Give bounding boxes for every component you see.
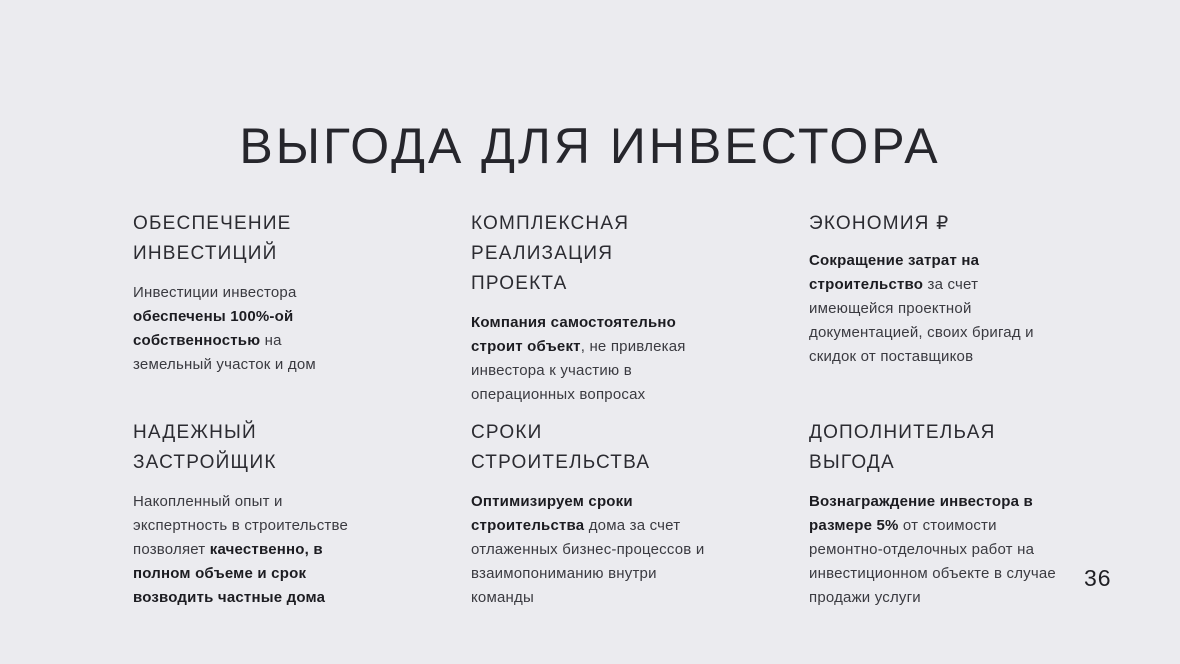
card-text-bold: Сокращение затрат на строительство — [809, 252, 980, 293]
card-text-post: , не привлекая инвестора к участию в операционных вопросах — [471, 338, 686, 403]
card-heading-line1: НАДЕЖНЫЙ — [133, 422, 257, 443]
card-heading-line1: ЭКОНОМИЯ ₽ — [809, 213, 950, 234]
benefit-card-additional-benefit — [809, 418, 1059, 610]
card-heading — [133, 418, 373, 478]
card-text — [133, 281, 363, 377]
card-heading-line2: ИНВЕСТИЦИЙ — [133, 243, 278, 264]
page-number: 36 — [1084, 565, 1112, 591]
card-heading-line1: ОБЕСПЕЧЕНИЕ — [133, 213, 292, 234]
card-text-post: дома за счет отлаженных бизнес-процессов и взаимопониманию внутри команды — [471, 517, 705, 606]
slide-title: ВЫГОДА ДЛЯ ИНВЕСТОРА — [239, 118, 941, 174]
benefit-card-complex-implementation — [471, 209, 716, 407]
card-text — [471, 490, 721, 610]
card-text — [809, 249, 1049, 369]
card-heading-line1: СРОКИ — [471, 422, 543, 443]
card-text-bold: обеспечены 100%-ой собственностью — [133, 308, 294, 349]
card-heading — [471, 209, 716, 299]
card-heading-line2: ВЫГОДА — [809, 452, 895, 473]
benefit-card-savings — [809, 209, 1049, 369]
card-heading-line2: РЕАЛИЗАЦИЯ ПРОЕКТА — [471, 243, 614, 294]
card-text — [809, 490, 1059, 610]
benefit-card-investment-security — [133, 209, 363, 377]
card-text-post: за счет имеющейся проектной документацией, своих бригад и скидок от поставщиков — [809, 276, 1034, 365]
benefit-card-construction-terms — [471, 418, 721, 610]
card-text — [471, 311, 716, 407]
card-text-bold: качественно, в полном объеме и срок возводить частные дома — [133, 541, 326, 606]
card-heading — [809, 209, 1049, 239]
card-heading-line2: ЗАСТРОЙЩИК — [133, 452, 277, 473]
card-text-bold: Компания самостоятельно строит объект — [471, 314, 677, 355]
card-heading — [809, 418, 1059, 478]
card-heading-line2: СТРОИТЕЛЬСТВА — [471, 452, 651, 473]
card-heading — [133, 209, 363, 269]
card-text-post: на земельный участок и дом — [133, 332, 316, 373]
card-text-post: от стоимости ремонтно-отделочных работ на инвестиционном объекте в случае продажи услуги — [809, 517, 1056, 606]
card-text-bold: Вознаграждение инвестора в размере 5% — [809, 493, 1033, 534]
card-text-pre: Инвестиции инвестора — [133, 284, 297, 301]
card-text — [133, 490, 373, 610]
card-heading-line1: КОМПЛЕКСНАЯ — [471, 213, 630, 234]
card-text-bold: Оптимизируем сроки строительства — [471, 493, 633, 534]
benefit-card-reliable-developer — [133, 418, 373, 610]
card-text-pre: Накопленный опыт и экспертность в строительстве позволяет — [133, 493, 349, 558]
card-heading-line1: ДОПОЛНИТЕЛЬАЯ — [809, 422, 996, 443]
card-heading — [471, 418, 721, 478]
